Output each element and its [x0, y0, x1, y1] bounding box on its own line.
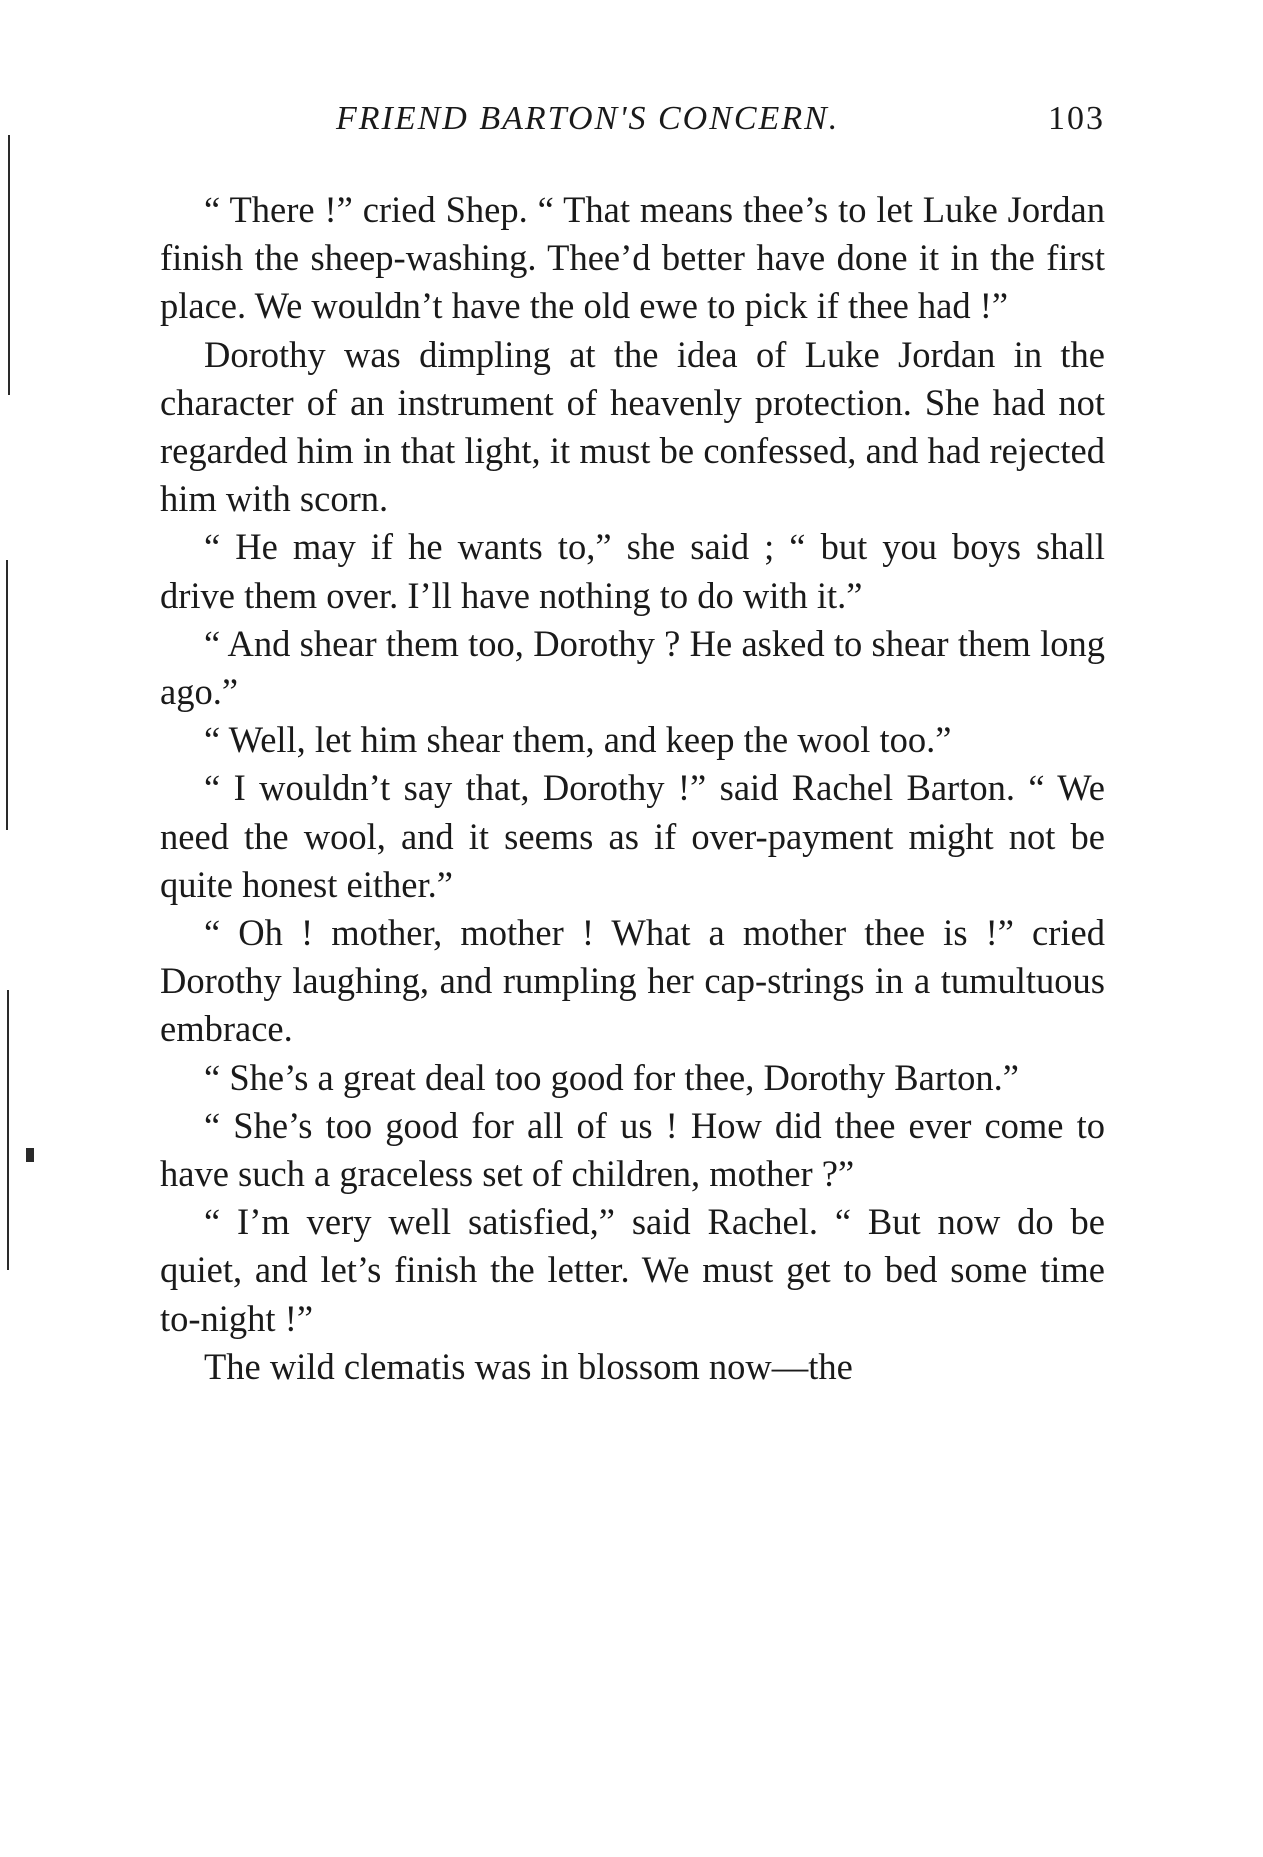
- paragraph: “ She’s a great deal too good for thee, Dorothy Barton.”: [204, 1056, 1019, 1098]
- page-number: 103: [1048, 100, 1105, 137]
- paragraph: “ I’m very well satisfied,” said Rachel. “ But now do be quiet, and let’s finish the letter. We must get to bed some time to-night !”: [160, 1201, 1105, 1339]
- binding-edge: [0, 0, 40, 1857]
- paragraph: “ I wouldn’t say that, Dorothy !” said Rachel Barton. “ We need the wool, and it seems as if over-payment might not be quite honest either.”: [160, 767, 1105, 905]
- paragraph: “ Well, let him shear them, and keep the wool too.”: [204, 719, 952, 761]
- body-text: [160, 186, 1105, 1391]
- page-header: [160, 100, 1105, 150]
- paragraph: “ Oh ! mother, mother ! What a mother thee is !” cried Dorothy laughing, and rumpling her cap-strings in a tumultuous embrace.: [160, 912, 1105, 1050]
- paragraph: Dorothy was dimpling at the idea of Luke Jordan in the character of an instrument of heavenly protection. She had not regarded him in that light, it must be confessed, and had rejected him with scorn.: [160, 333, 1105, 520]
- paragraph: “ She’s too good for all of us ! How did thee ever come to have such a graceless set of children, mother ?”: [160, 1104, 1105, 1195]
- paragraph: “ He may if he wants to,” she said ; “ but you boys shall drive them over. I’ll have nothing to do with it.”: [160, 526, 1105, 616]
- paragraph: The wild clematis was in blossom now—the: [204, 1345, 853, 1387]
- paragraph: “ And shear them too, Dorothy ? He asked to shear them long ago.”: [160, 622, 1105, 713]
- paragraph: “ There !” cried Shep. “ That means thee’s to let Luke Jordan finish the sheep-washing. Thee’d better have done it in the first place. We wouldn’t have the old ewe to pick if thee had !”: [160, 189, 1105, 327]
- running-title: FRIEND BARTON'S CONCERN.: [336, 100, 840, 137]
